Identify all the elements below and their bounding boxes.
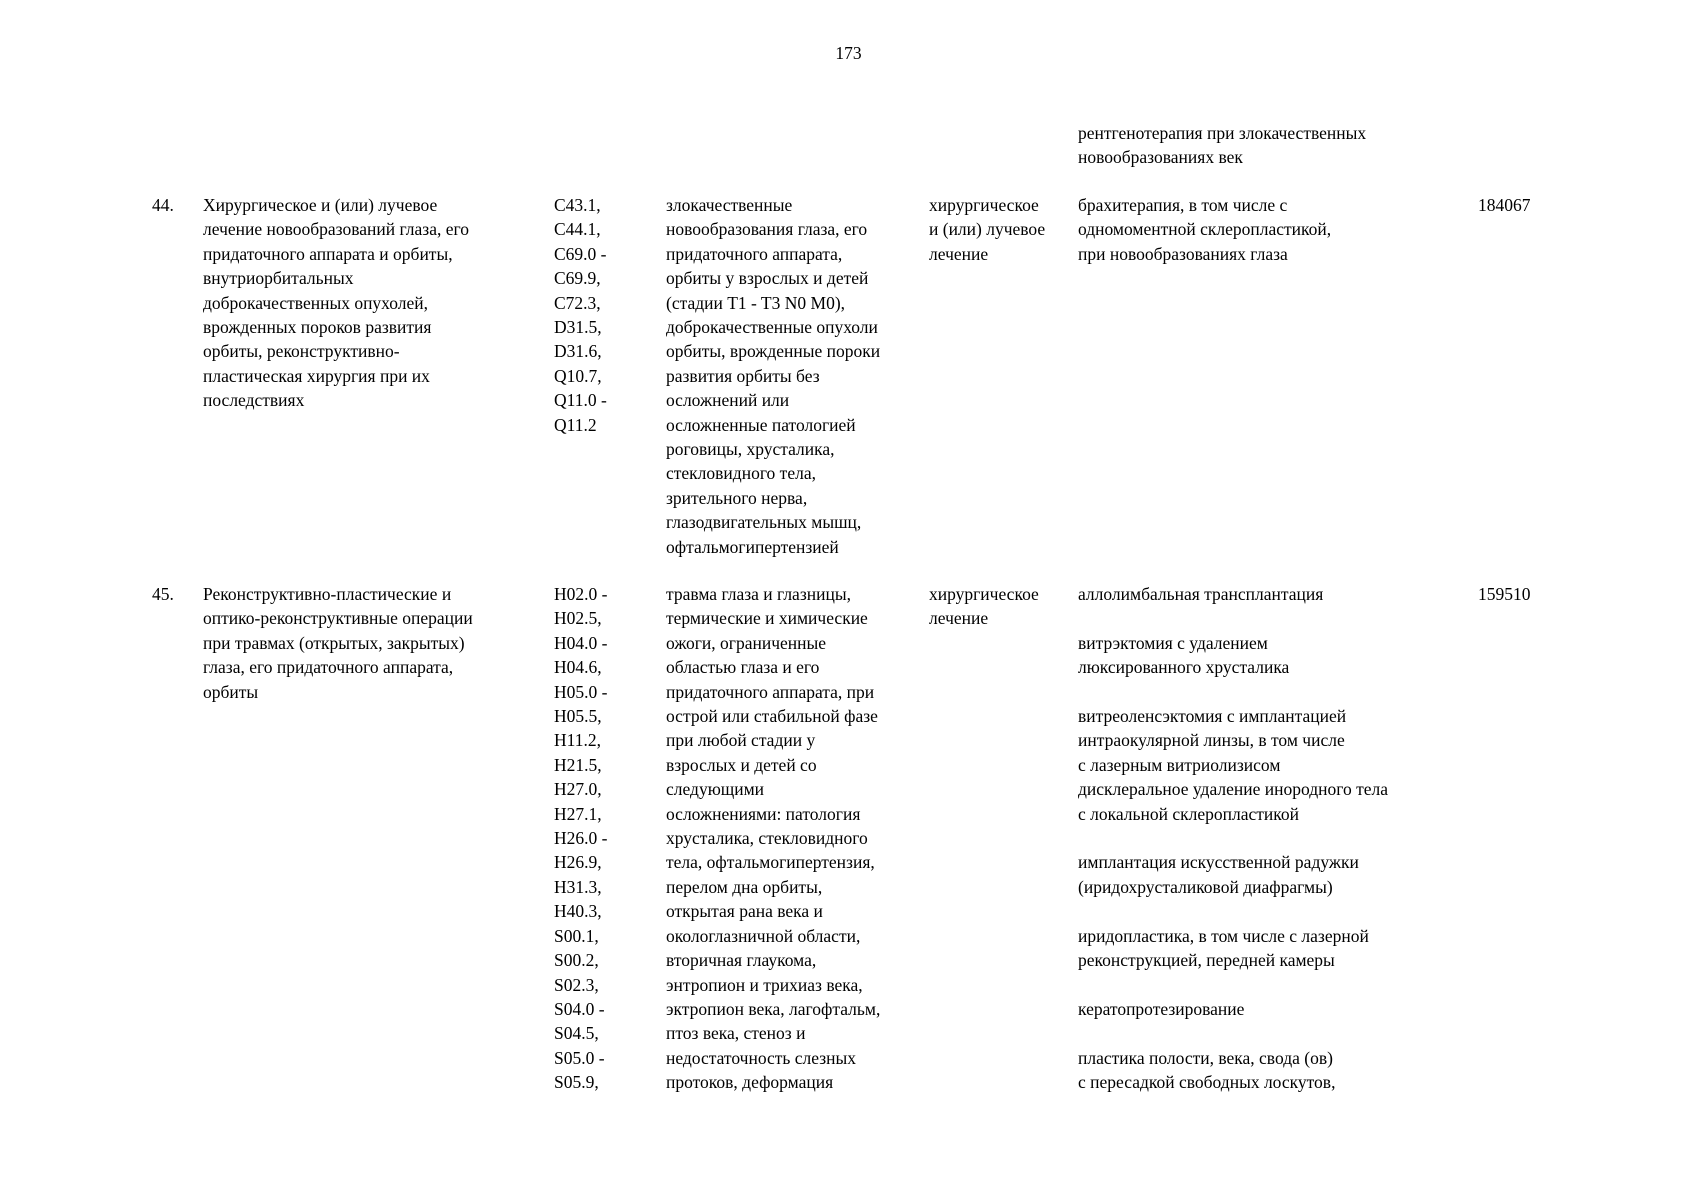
row-45-number: 45. — [152, 584, 174, 604]
row-44-model: злокачественные новообразования глаза, его придаточного аппарата, орбиты у взрослых и детей (стадии T1 - T3 N0 M0), доброкачественные опухоли орбиты, врожденные пороки развития орбиты без осложнений или осложненные патологией роговицы, хрусталика, стекловидного тела, зрительного нерва, глазодвигательных мышц, офтальмогипертензией — [666, 195, 881, 557]
row-44-number: 44. — [152, 195, 174, 215]
row-44-codes: C43.1, C44.1, C69.0 - C69.9, C72.3, D31.5, D31.6, Q10.7, Q11.0 - Q11.2 — [554, 195, 607, 435]
row-45-cost: 159510 — [1478, 584, 1531, 604]
row-45-treatment-type: хирургическое лечение — [929, 584, 1039, 629]
row-45-model: травма глаза и глазницы, термические и химические ожоги, ограниченные областью глаза и его придаточного аппарата, при острой или стабильной фазе при любой стадии у взрослых и детей со следующими осложнениями: патология хрусталика, стекловидного тела, офтальмогипертензия, перелом дна орбиты, открытая рана века и окологлазничной области, вторичная глаукома, энтропион и трихиаз века, эктропион века, лагофтальм, птоз века, стеноз и недостаточность слезных протоков, деформация — [666, 584, 881, 1093]
page-number: 173 — [835, 43, 862, 63]
row-45-codes: H02.0 - H02.5, H04.0 - H04.6, H05.0 - H05.5, H11.2, H21.5, H27.0, H27.1, H26.0 - H26.9, H31.3, H40.3, S00.1, S00.2, S02.3, S04.0 - S04.5, S05.0 - S05.9, — [554, 584, 608, 1093]
row-44-method: брахитерапия, в том числе с одномоментной склеропластикой, при новообразованиях глаза — [1078, 195, 1332, 264]
row-45-method: аллолимбальная трансплантация витрэктомия с удалением люксированного хрусталика витреоленсэктомия с имплантацией интраокулярной линзы, в том числе с лазерным витриолизисом дисклеральное удаление инородного тела с локальной склеропластикой имплантация искусственной радужки (иридохрусталиковой диафрагмы) иридопластика, в том числе с лазерной реконструкцией, передней камеры кератопротезирование пластика полости, века, свода (ов) с пересадкой свободных лоскутов, — [1078, 584, 1389, 1093]
row-45-name: Реконструктивно-пластические и оптико-реконструктивные операции при травмах (открытых, закрытых) глаза, его придаточного аппарата, орбиты — [203, 584, 473, 702]
row-44-treatment-type: хирургическое и (или) лучевое лечение — [929, 195, 1046, 264]
continuation-method: рентгенотерапия при злокачественных новообразованиях век — [1078, 123, 1367, 168]
row-44-cost: 184067 — [1478, 195, 1531, 215]
row-44-name: Хирургическое и (или) лучевое лечение новообразований глаза, его придаточного аппарата и орбиты, внутриорбитальных доброкачественных опухолей, врожденных пороков развития орбиты, реконструктивно- пластическая хирургия при их последствиях — [203, 195, 469, 411]
